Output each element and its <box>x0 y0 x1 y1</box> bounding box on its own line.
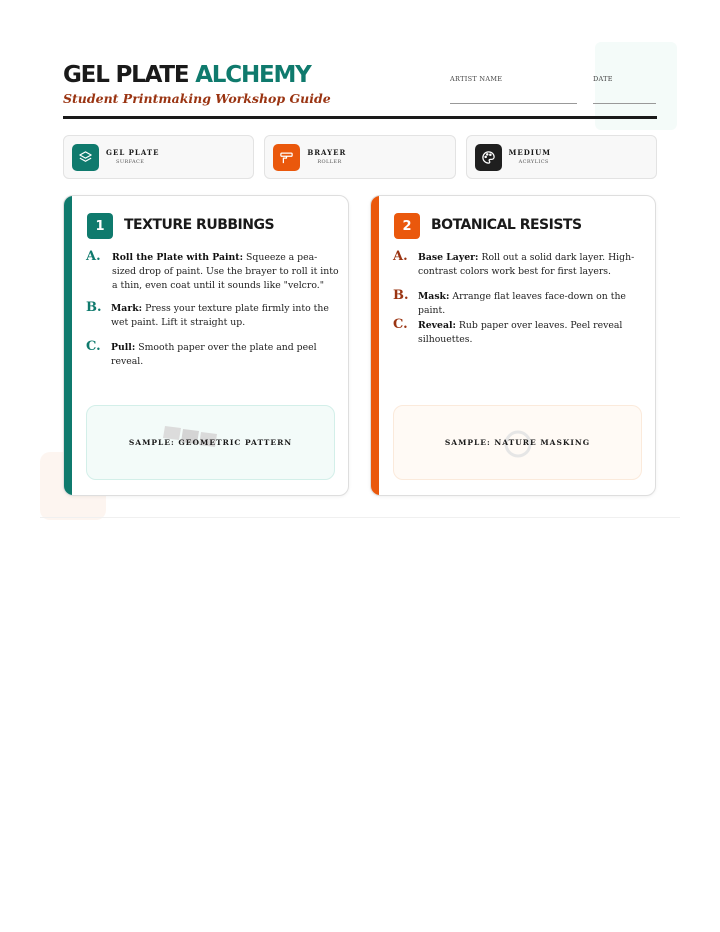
tool-name: BRAYER <box>307 148 347 157</box>
step-letter: B. <box>86 300 102 315</box>
tools-row <box>63 135 657 179</box>
step-head: Base Layer: <box>418 252 479 263</box>
sample-label: SAMPLE: GEOMETRIC PATTERN <box>128 438 293 447</box>
title-accent: ALCHEMY <box>195 62 311 88</box>
header-rule <box>63 116 657 119</box>
date-field[interactable] <box>593 75 656 104</box>
step-letter: C. <box>393 317 408 332</box>
tool-sub: SURFACE <box>116 159 145 165</box>
card-title: BOTANICAL RESISTS <box>431 217 582 233</box>
step-body: Rub paper over leaves. Peel reveal silhouettes. <box>418 320 623 345</box>
step-body: Roll out a solid dark layer. High-contrast colors work best for first layers. <box>418 252 635 277</box>
step-body: Press your texture plate firmly into the wet paint. Lift it straight up. <box>111 303 329 328</box>
step-text <box>418 251 646 279</box>
step-letter: A. <box>393 249 408 264</box>
sample-nature-masking <box>393 405 642 480</box>
sample-geometric-pattern <box>86 405 335 480</box>
step-body: Arrange flat leaves face-down on the paint. <box>418 291 626 316</box>
step-head: Pull: <box>111 342 136 353</box>
step-head: Mask: <box>418 291 450 302</box>
page-divider <box>40 517 680 518</box>
sample-label: SAMPLE: NATURE MASKING <box>444 438 591 447</box>
step-letter: C. <box>86 339 101 354</box>
card-number-badge: 1 <box>87 213 113 239</box>
artist-name-line[interactable] <box>450 103 577 104</box>
step-body: Smooth paper over the plate and peel reveal. <box>111 342 317 367</box>
step-text <box>111 341 339 369</box>
title-main: GEL PLATE <box>63 62 189 88</box>
page-header <box>63 60 657 106</box>
step-text <box>418 290 646 318</box>
page-subtitle: Student Printmaking Workshop Guide <box>63 91 331 106</box>
artist-name-field[interactable] <box>450 75 577 104</box>
step-letter: B. <box>393 288 409 303</box>
card-botanical-resists <box>370 195 656 496</box>
tool-name: MEDIUM <box>508 148 551 157</box>
step-body: Squeeze a pea-sized drop of paint. Use the brayer to roll it into a thin, even coat until it sounds like "velcro." <box>112 252 339 291</box>
step-head: Reveal: <box>418 320 456 331</box>
card-texture-rubbings <box>63 195 349 496</box>
step-head: Mark: <box>111 303 143 314</box>
tool-medium <box>466 135 657 179</box>
palette-icon <box>475 144 502 171</box>
step-head: Roll the Plate with Paint: <box>112 252 244 263</box>
card-title: TEXTURE RUBBINGS <box>124 217 275 233</box>
roller-icon <box>273 144 300 171</box>
tool-gel-plate <box>63 135 254 179</box>
date-line[interactable] <box>593 103 656 104</box>
date-label: DATE <box>593 75 613 83</box>
artist-name-label: ARTIST NAME <box>450 75 503 83</box>
tool-sub: ACRYLICS <box>518 159 549 165</box>
step-text <box>111 302 339 330</box>
step-letter: A. <box>86 249 101 264</box>
step-text <box>418 319 646 347</box>
tool-sub: ROLLER <box>317 159 342 165</box>
card-accent-bar <box>64 196 72 495</box>
step-text <box>112 251 340 293</box>
tool-name: GEL PLATE <box>106 148 160 157</box>
tool-brayer <box>264 135 455 179</box>
layers-icon <box>72 144 99 171</box>
card-number-badge: 2 <box>394 213 420 239</box>
card-accent-bar <box>371 196 379 495</box>
